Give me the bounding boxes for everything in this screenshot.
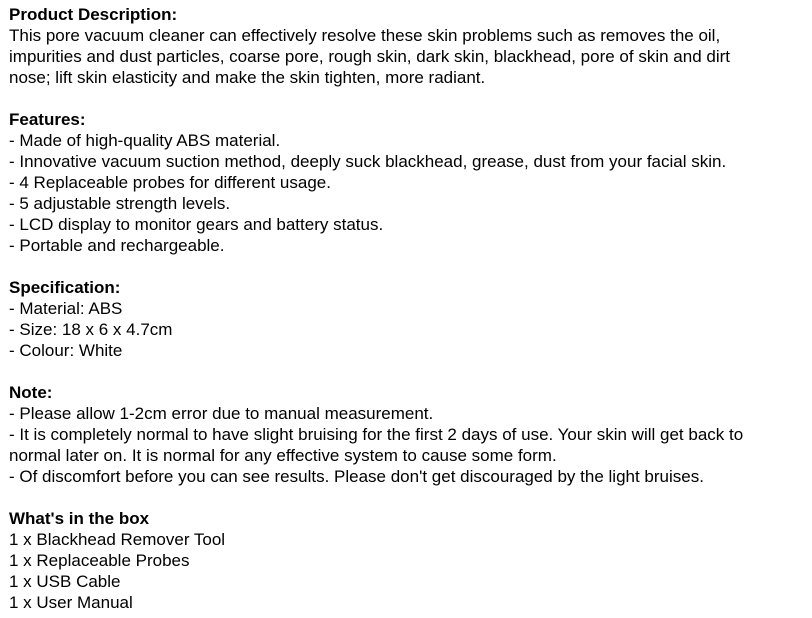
product-description-line: impurities and dust particles, coarse pore, rough skin, dark skin, blackhead, pore of skin and dirt: [9, 47, 730, 66]
box-item: 1 x User Manual: [9, 593, 133, 612]
product-description-section: [9, 4, 804, 88]
box-item: 1 x Blackhead Remover Tool: [9, 530, 226, 549]
feature-item: - Innovative vacuum suction method, deeply suck blackhead, grease, dust from your facial skin.: [9, 152, 727, 171]
product-description-line: nose; lift skin elasticity and make the skin tighten, more radiant.: [9, 68, 486, 87]
specification-item: - Size: 18 x 6 x 4.7cm: [9, 320, 173, 339]
product-description-line: This pore vacuum cleaner can effectively resolve these skin problems such as removes the oil,: [9, 26, 721, 45]
box-item: 1 x USB Cable: [9, 572, 121, 591]
specification-item: - Colour: White: [9, 341, 123, 360]
section-spacer: [9, 88, 804, 109]
product-description-heading: Product Description:: [9, 5, 178, 24]
specification-heading: Specification:: [9, 278, 121, 297]
note-item: normal later on. It is normal for any effective system to cause some form.: [9, 446, 557, 465]
feature-item: - 4 Replaceable probes for different usage.: [9, 173, 331, 192]
note-item: - Of discomfort before you can see results. Please don't get discouraged by the light bruises.: [9, 467, 704, 486]
note-item: - It is completely normal to have slight bruising for the first 2 days of use. Your skin will get back to: [9, 425, 744, 444]
note-section: [9, 382, 804, 487]
in-the-box-section: [9, 508, 804, 613]
section-spacer: [9, 487, 804, 508]
section-spacer: [9, 256, 804, 277]
specification-section: [9, 277, 804, 361]
feature-item: - 5 adjustable strength levels.: [9, 194, 231, 213]
features-heading: Features:: [9, 110, 86, 129]
feature-item: - Made of high-quality ABS material.: [9, 131, 281, 150]
specification-item: - Material: ABS: [9, 299, 123, 318]
feature-item: - LCD display to monitor gears and battery status.: [9, 215, 384, 234]
note-heading: Note:: [9, 383, 53, 402]
section-spacer: [9, 361, 804, 382]
feature-item: - Portable and rechargeable.: [9, 236, 225, 255]
note-item: - Please allow 1-2cm error due to manual measurement.: [9, 404, 434, 423]
features-section: [9, 109, 804, 256]
box-item: 1 x Replaceable Probes: [9, 551, 190, 570]
in-the-box-heading: What's in the box: [9, 509, 150, 528]
